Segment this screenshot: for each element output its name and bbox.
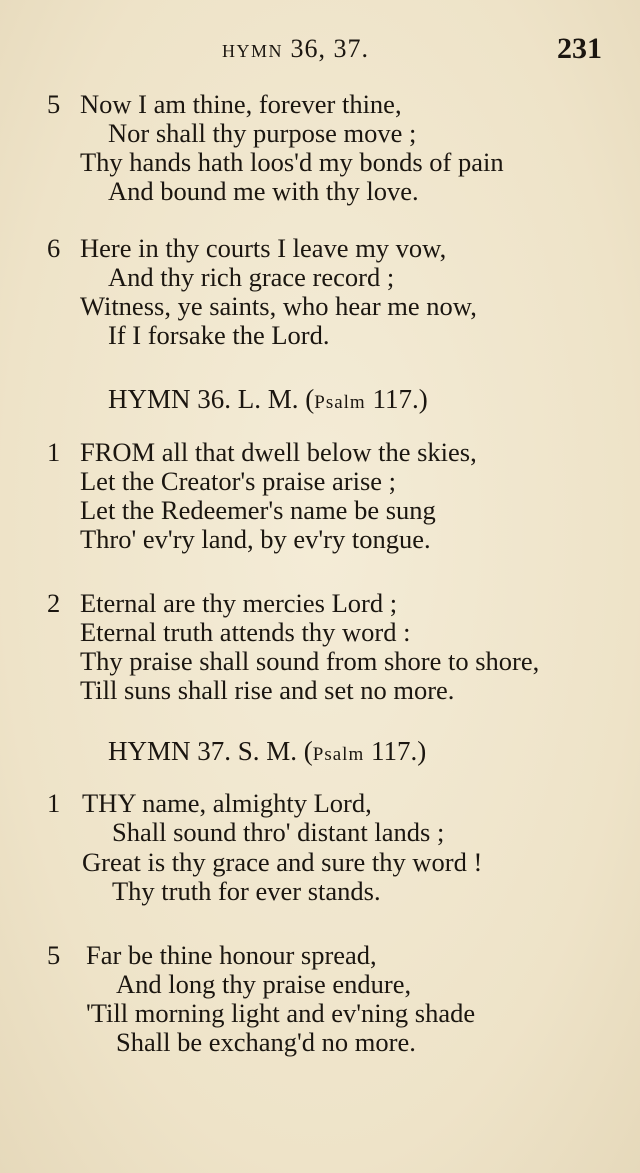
stanza-number: 1: [47, 437, 61, 467]
running-head-hymn-word: HYMN: [222, 41, 284, 61]
verse-line: Eternal truth attends thy word :: [80, 617, 411, 647]
stanza-number: 6: [47, 233, 61, 263]
verse-line: Thy truth for ever stands.: [112, 876, 381, 906]
verse-line: Nor shall thy purpose move ;: [108, 118, 417, 148]
verse-line: Eternal are thy mercies Lord ;: [80, 588, 398, 618]
hymn-37-heading-number: 117.): [364, 736, 427, 766]
stanza-number: 2: [47, 588, 61, 618]
running-head: [0, 34, 640, 70]
hymn-36-heading-text: HYMN 36. L. M. (: [108, 384, 315, 414]
running-head-title: [222, 34, 369, 64]
verse-line: Let the Redeemer's name be sung: [80, 495, 436, 525]
stanza-number: 5: [47, 89, 61, 119]
stanza-number: 1: [47, 788, 61, 818]
hymn-36-heading: [108, 384, 428, 418]
verse-line: And thy rich grace record ;: [108, 262, 395, 292]
hymn-37-heading-text: HYMN 37. S. M. (: [108, 736, 313, 766]
verse-line: Till suns shall rise and set no more.: [80, 675, 455, 705]
verse-line: Great is thy grace and sure thy word !: [82, 847, 483, 877]
hymn-36-heading-psalm: Psalm: [314, 392, 366, 413]
verse-line: Far be thine honour spread,: [86, 940, 377, 970]
verse-line: Now I am thine, forever thine,: [80, 89, 402, 119]
verse-line: FROM all that dwell below the skies,: [80, 437, 477, 467]
verse-line: Witness, ye saints, who hear me now,: [80, 291, 477, 321]
page-number: 231: [557, 32, 602, 65]
verse-line: Thy praise shall sound from shore to shore,: [80, 646, 540, 676]
verse-line: And bound me with thy love.: [108, 176, 419, 206]
verse-line: Here in thy courts I leave my vow,: [80, 233, 447, 263]
verse-line: Shall sound thro' distant lands ;: [112, 817, 445, 847]
verse-line: Thro' ev'ry land, by ev'ry tongue.: [80, 524, 431, 554]
hymn-37-heading: [108, 736, 426, 770]
running-head-numbers: 36, 37.: [290, 34, 370, 63]
verse-line: Thy hands hath loos'd my bonds of pain: [80, 147, 504, 177]
verse-line: Shall be exchang'd no more.: [116, 1027, 416, 1057]
verse-line: And long thy praise endure,: [116, 969, 412, 999]
stanza-number: 5: [47, 940, 61, 970]
verse-line: THY name, almighty Lord,: [82, 788, 372, 818]
verse-line: If I forsake the Lord.: [108, 320, 330, 350]
hymn-36-heading-number: 117.): [365, 384, 428, 414]
hymn-37-heading-psalm: Psalm: [312, 744, 365, 765]
verse-line: 'Till morning light and ev'ning shade: [86, 998, 476, 1028]
verse-line: Let the Creator's praise arise ;: [80, 466, 397, 496]
